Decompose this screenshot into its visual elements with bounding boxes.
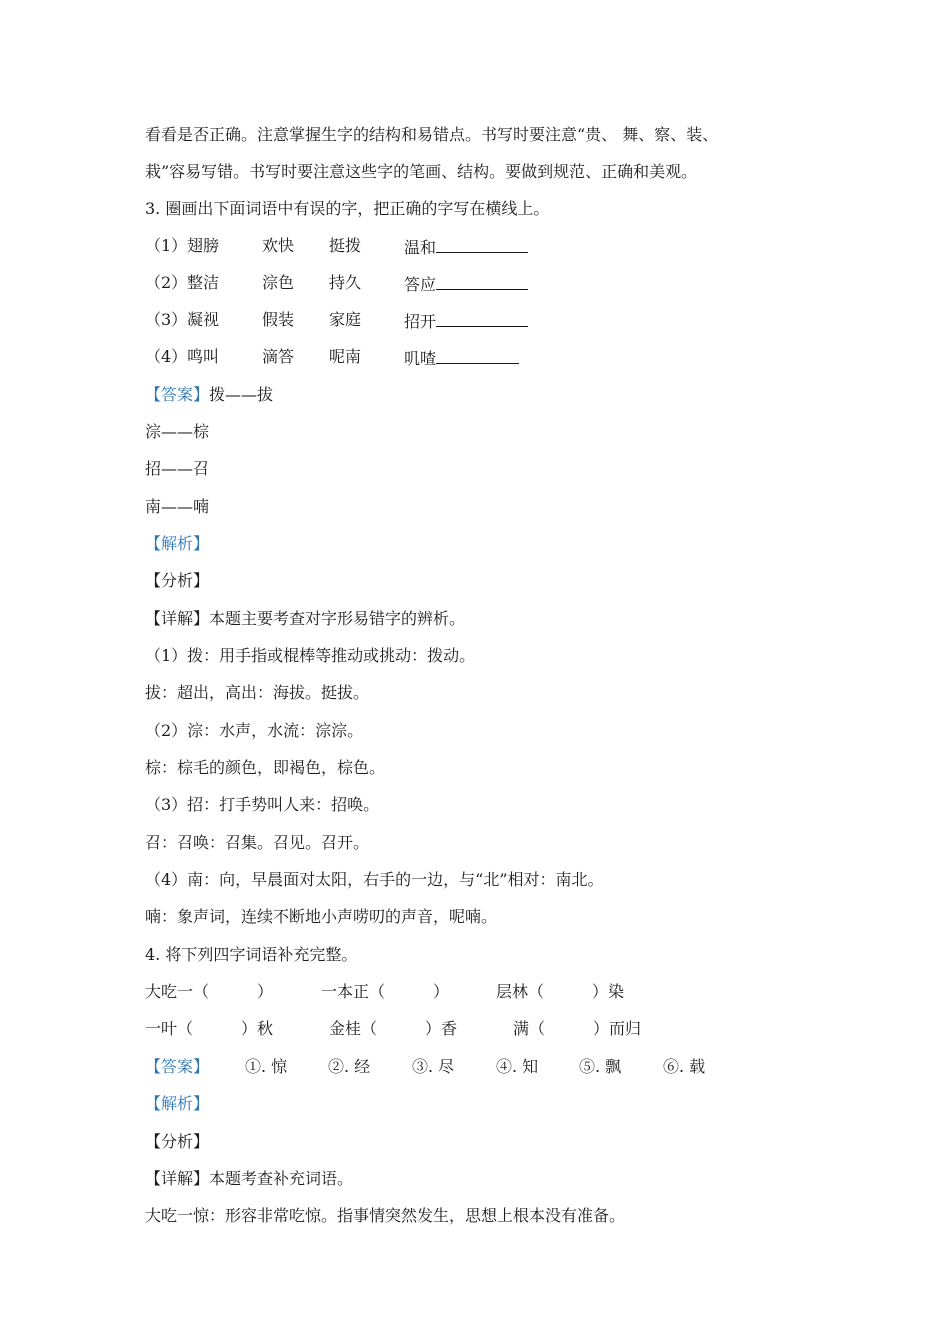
q3-fenxi-label: 【分析】	[145, 571, 210, 590]
q3-analysis-label: 【解析】	[145, 534, 210, 553]
q3-answer-4: 南——喃	[145, 497, 210, 516]
intro-line-1: 看看是否正确。注意掌握生字的结构和易错点。书写时要注意“贵、 舞、察、装、	[145, 125, 719, 144]
q3-explanation: 拔：超出，高出：海拔。挺拔。	[145, 683, 370, 702]
q4-analysis-label: 【解析】	[145, 1094, 210, 1113]
question-4-title: 4. 将下列四字词语补充完整。	[145, 945, 358, 964]
answer-blank[interactable]	[436, 346, 519, 364]
q4-fenxi-label: 【分析】	[145, 1132, 210, 1151]
q3-explanation: （2）淙：水声，水流：淙淙。	[145, 721, 364, 740]
q3-explanation: 召：召唤：召集。召见。召开。	[145, 833, 370, 852]
answer-blank[interactable]	[436, 272, 528, 290]
answer-blank[interactable]	[436, 235, 528, 253]
q3-explanation: （3）招：打手势叫人来：招唤。	[145, 795, 380, 814]
answer-label: 【答案】	[145, 385, 210, 404]
intro-line-2: 栽”容易写错。书写时要注意这些字的笔画、结构。要做到规范、正确和美观。	[145, 162, 698, 181]
q3-answer-3: 招——召	[145, 459, 210, 478]
document-page: 看看是否正确。注意掌握生字的结构和易错点。书写时要注意“贵、 舞、察、装、 栽”容易写错。书写时要注意这些字的笔画、结构。要做到规范、正确和美观。 3. 圈画出下面词语中有误的字，把正确的字写在横线上。 （1） 翅膀 欢快 挺拨 温和 （2） 整洁 淙色 持久 答应 （3） 凝视 假装 家庭 招开 （4） 鸣叫 滴答 呢南 叽喳 【答案】拨——拔 淙——棕 招——召 南——喃 【解析】 【分析】 【详解】本题主要考查对字形易错字的辨析。 （1）拨：用手指或棍棒等推动或挑动：拨动。 拔：超出，高出：海拔。挺拔。 （2）淙：水声，水流：淙淙。 棕：棕毛的颜色，即褐色，棕色。 （3）招：打手势叫人来：招唤。 召：召唤：召集。召见。召开。 （4）南：向，早晨面对太阳，右手的一边，与“北”相对：南北。 喃：象声词，连续不断地小声唠叨的声音，呢喃。 4. 将下列四字词语补充完整。 大吃一（ ） 一本正（ ） 层林（ ）染 一叶（ ）秋 金桂（ ）香 满（ ）而归 【答案】 ①. 惊 ②. 经 ③. 尽 ④. 知 ⑤. 飘 ⑥. 载 【解析】 【分析】 【详解】本题考查补充词语。 大吃一惊：形容非常吃惊。指事情突然发生，思想上根本没有准备。	[145, 125, 719, 1225]
q3-detail: 【详解】本题主要考查对字形易错字的辨析。	[145, 609, 466, 628]
q3-explanation: 棕：棕毛的颜色，即褐色，棕色。	[145, 758, 386, 777]
q3-answer-2: 淙——棕	[145, 422, 210, 441]
q3-explanation: （4）南：向，早晨面对太阳，右手的一边，与“北”相对：南北。	[145, 870, 604, 889]
answer-label: 【答案】	[145, 1057, 210, 1076]
q3-explanation: （1）拨：用手指或棍棒等推动或挑动：拨动。	[145, 646, 476, 665]
question-3-title: 3. 圈画出下面词语中有误的字，把正确的字写在横线上。	[145, 199, 550, 218]
answer-blank[interactable]	[436, 309, 528, 327]
q4-detail: 【详解】本题考查补充词语。	[145, 1169, 354, 1188]
q4-explanation: 大吃一惊：形容非常吃惊。指事情突然发生，思想上根本没有准备。	[145, 1206, 626, 1225]
q3-explanation: 喃：象声词，连续不断地小声唠叨的声音，呢喃。	[145, 907, 498, 926]
q3-answer-line: 【答案】拨——拔	[145, 385, 274, 404]
